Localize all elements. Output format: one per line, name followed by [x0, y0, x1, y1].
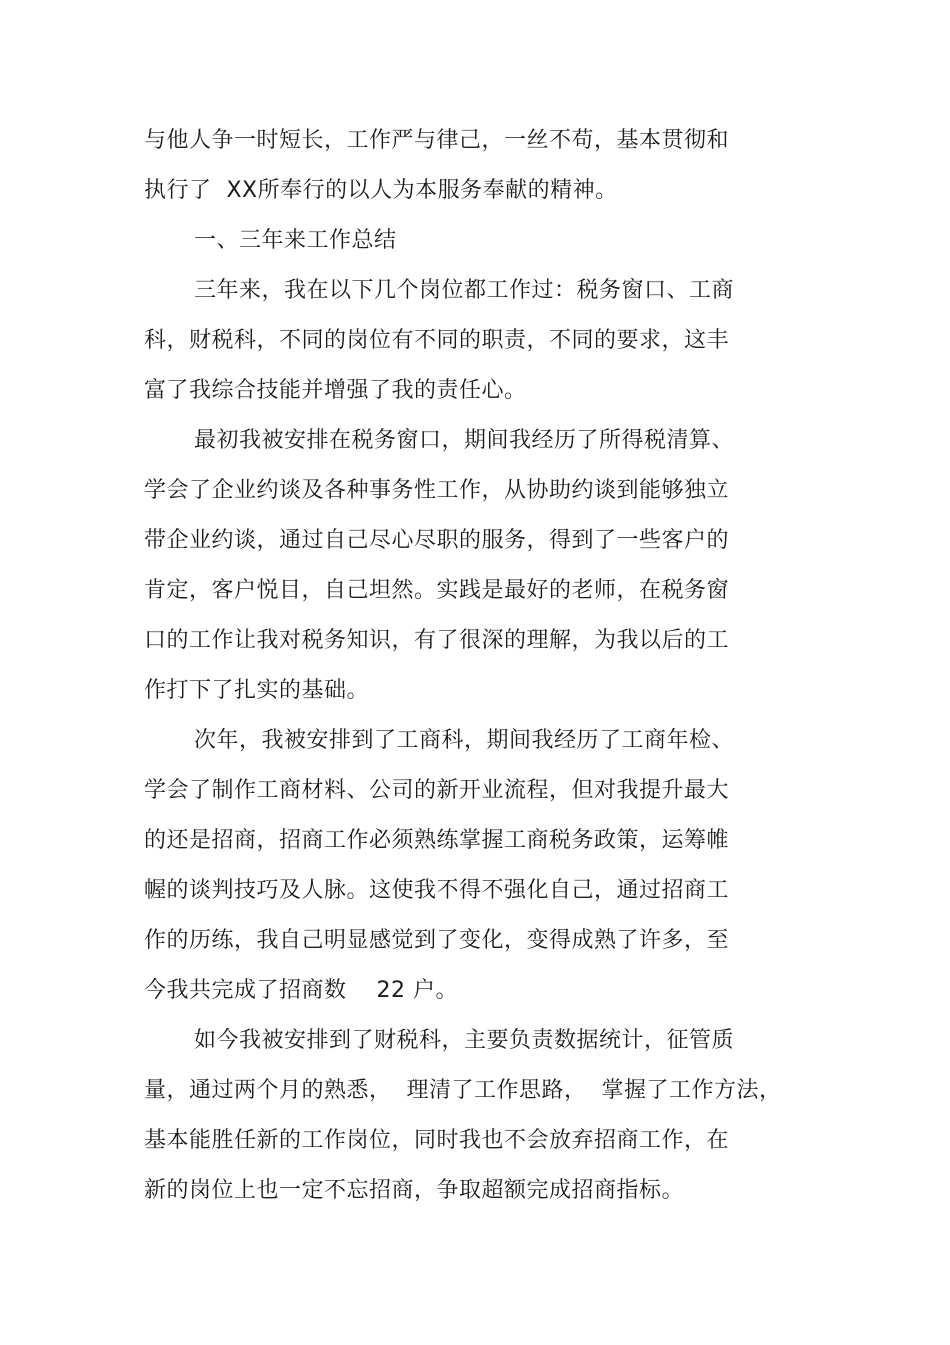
text-line: 量，通过两个月的熟悉， 理清了工作思路， 掌握了工作方法，: [144, 1078, 782, 1103]
text-line: 口的工作让我对税务知识，有了很深的理解，为我以后的工: [144, 628, 730, 653]
text-line: 执行了 XX所奉行的以人为本服务奉献的精神。: [144, 178, 618, 203]
text-line: 作打下了扎实的基础。: [144, 678, 370, 703]
text-line: 与他人争一时短长，工作严与律己，一丝不苟，基本贯彻和: [144, 128, 730, 153]
text-line: 作的历练，我自己明显感觉到了变化，变得成熟了许多，至: [144, 928, 730, 953]
text-line: 幄的谈判技巧及人脉。这使我不得不强化自己，通过招商工: [144, 878, 730, 903]
section-heading: 一、三年来工作总结: [194, 228, 397, 253]
text-line: 肯定，客户悦目，自己坦然。实践是最好的老师，在税务窗: [144, 578, 730, 603]
text-line: 带企业约谈，通过自己尽心尽职的服务，得到了一些客户的: [144, 528, 730, 553]
text-line: 最初我被安排在税务窗口，期间我经历了所得税清算、: [194, 428, 735, 453]
text-line: 科，财税科，不同的岗位有不同的职责，不同的要求，这丰: [144, 328, 730, 353]
text-line: 今我共完成了招商数 22 户。: [144, 978, 458, 1003]
text-line: 富了我综合技能并增强了我的责任心。: [144, 378, 527, 403]
text-line: 基本能胜任新的工作岗位，同时我也不会放弃招商工作，在: [144, 1128, 730, 1153]
text-line: 学会了制作工商材料、公司的新开业流程，但对我提升最大: [144, 778, 730, 803]
text-line: 如今我被安排到了财税科，主要负责数据统计，征管质: [194, 1028, 735, 1053]
text-line: 次年，我被安排到了工商科，期间我经历了工商年检、: [194, 728, 735, 753]
text-line: 三年来，我在以下几个岗位都工作过：税务窗口、工商: [194, 278, 735, 303]
text-line: 学会了企业约谈及各种事务性工作，从协助约谈到能够独立: [144, 478, 730, 503]
text-line: 的还是招商，招商工作必须熟练掌握工商税务政策，运筹帷: [144, 828, 730, 853]
body-text: [144, 116, 784, 1216]
text-line: 新的岗位上也一定不忘招商，争取超额完成招商指标。: [144, 1178, 685, 1203]
